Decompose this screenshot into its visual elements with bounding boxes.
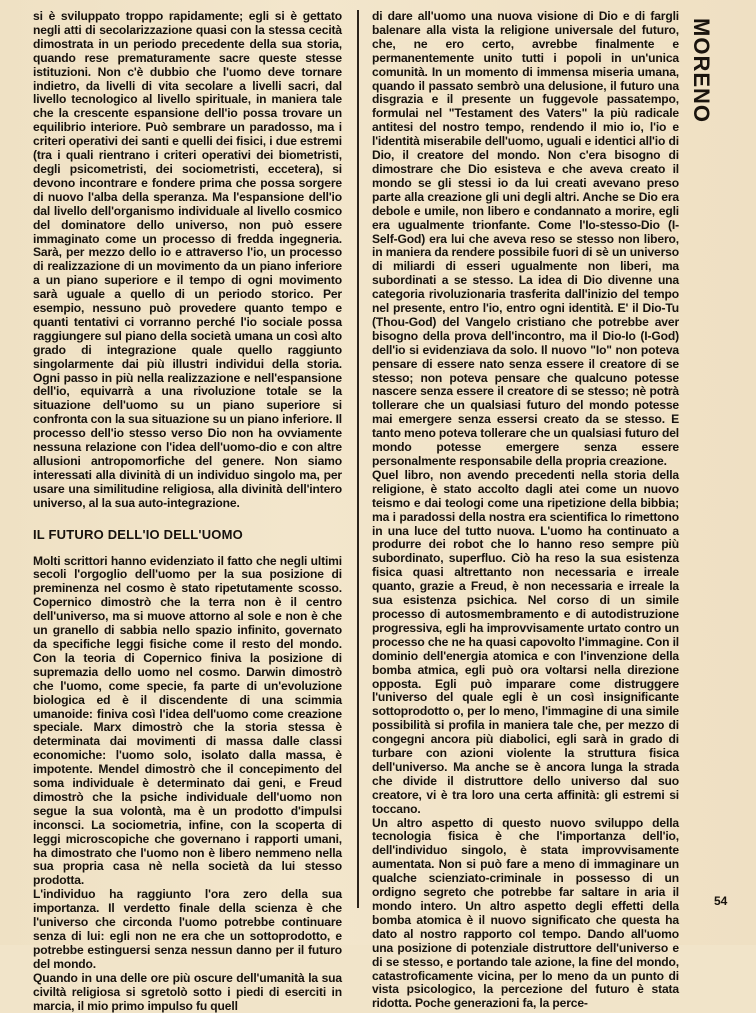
page-number: 54 bbox=[714, 894, 728, 908]
right-column bbox=[372, 10, 679, 1011]
paragraph: si è sviluppato troppo rapidamente; egli si è gettato negli atti di secolarizzazione quasi con la stessa cecità dimostrata in un periodo precedente della sua storia, quando rese prematuramente sacre queste stesse istituzioni. Non c'è dubbio che l'uomo deve tornare indietro, da livelli di vita secolare a livelli sacri, dal livello tecnologico al livello spirituale, in maniera tale che la crescente espansione dell'io possa trovare un equilibrio interiore. Può sembrare un paradosso, ma i criteri operativi dei santi e quelli dei fisici, i due estremi (tra i quali rientrano i criteri operativi dei biometristi, degli psicometristi, dei sociometristi, eccetera), si devono incontrare e fondere prima che possa sorgere di nuovo l'alba della speranza. Ma l'espansione dell'io dal livello dell'organismo individuale al livello cosmico del dominatore dello universo, non può essere immaginato come un processo di fredda ingegneria. Sarà, per mezzo dello io e attraverso l'io, un processo di realizzazione di un movimento da un piano inferiore a un piano superiore e il tempo di ogni movimento sarà uguale a quello di un periodo storico. Per esempio, nessuno può provedere quanto tempo e quanti tentativi ci vorranno perché l'io sociale possa raggiungere sul piano della società umana un così alto grado di integrazione quale quello raggiunto singolarmente dai più illustri individui della storia. Ogni passo in più nella realizzazione e nell'espansione dell'io, equivarrà a una rivoluzione totale se la situazione dell'uomo su un piano superiore si confronta con la sua situazione su un piano inferiore. Il processo dell'io stesso verso Dio non ha ovviamente nessuna relazione con l'idea dell'uomo-dio e con altre allusioni antropomorfiche del genere. Non siamo interessati alla divinità di un individuo singolo ma, per usare una similitudine religiosa, alla divinità dell'intero universo, al la sua auto-integrazione. bbox=[33, 9, 342, 510]
paragraph: Quando in una delle ore più oscure dell'umanità la sua civiltà religiosa si sgretolò sotto i piedi di eserciti in marcia, il mio primo impulso fu quell bbox=[33, 970, 342, 1013]
paragraph: Molti scrittori hanno evidenziato il fatto che negli ultimi secoli l'orgoglio dell'uomo per la sua posizione di preminenza nel cosmo è stato ripetutamente scosso. Copernico dimostrò che la terra non è il centro dell'universo, ma si muove attorno al sole e non è che un granello di sabbia nello spazio infinito, governato da specifiche leggi fisiche come il resto del mondo. Con la teoria di Copernico finiva la posizione di supremazia dello uomo nel cosmo. Darwin dimostrò che l'uomo, come specie, fa parte di un'evoluzione biologica ed è il discendente di una scimmia umanoide: finiva così l'idea dell'uomo come creazione speciale. Marx dimostrò che la storia stessa è determinata dai movimenti di massa dalle classi economiche: l'uomo solo, isolato dalla massa, è impotente. Mendel dimostrò che il concepimento del soma individuale è determinato dai geni, e Freud dimostrò che la psiche individuale dell'uomo non segue la sua volontà, ma è un prodotto d'impulsi inconsci. La sociometria, infine, con la scoperta di leggi microscopiche che governano i rapporti umani, ha dimostrato che l'uomo non è libero nemmeno nella sua propria casa nè nella società da lui stesso prodotta. bbox=[33, 553, 342, 888]
paragraph: Quel libro, non avendo precedenti nella storia della religione, è stato accolto dagli atei come un nuovo teismo e dai teologi come una ripetizione della bibbia; ma i paradossi della nostra era scientifica lo rimettono in una luce del tutto nuova. L'uomo ha continuato a produrre dei robot che lo hanno reso sempre più subordinato, superfluo. Ciò ha reso la sua esistenza fisica quasi altrettanto non necessaria e irreale quanto, grazie a Freud, è non necessaria e irreale la sua esistenza psichica. Nel corso di un simile processo di autosmembramento e di autodistruzione progressiva, egli ha improvvisamente urtato contro un processo che ne ha quasi capovolto l'immagine. Con il dominio dell'energia atomica e con l'invenzione della bomba atmica, egli può ora voltarsi nella direzione opposta. Egli può imparare come distruggere l'universo del quale egli è un così insignificante sottoprodotto o, per lo meno, l'immagine di una simile possibilità si profila in maniera tale che, per mezzo di congegni ancora più diabolici, egli sarà in grado di turbare con azioni violente la struttura fisica dell'universo. Ma anche se è ancora lunga la strada che divide il distruttore dello universo dal suo creatore, vi è tra loro una certa affinità: gli estremi si toccano. bbox=[372, 467, 679, 816]
paragraph: Un altro aspetto di questo nuovo sviluppo della tecnologia fisica è che l'importanza dell'io, dell'individuo singolo, è stata improvvisamente aumentata. Non si può fare a meno di immaginare un qualche scienziato-criminale in possesso di un ordigno segreto che potrebbe far saltare in aria il mondo intero. Un altro aspetto degli effetti della bomba atomica è il nuovo significato che questa ha dato al nostro rapporto col tempo. Dando all'uomo una posizione di potenziale distruttore dell'universo e di se stesso, e portando tale azione, la fine del mondo, catastroficamente vicina, per lo meno da un punto di vista psicologico, la percezione del futuro è stata ridotta. Poche generazioni fa, la perce- bbox=[372, 815, 679, 1011]
column-divider bbox=[357, 10, 359, 908]
left-column bbox=[33, 10, 342, 1013]
paragraph: di dare all'uomo una nuova visione di Dio e di fargli balenare alla vista la religione universale del futuro, che, ne ero certo, avrebbe finalmente e permanentemente unito tutti i popoli in un'unica comunità. In un momento di immensa miseria umana, quando il passato sembrò una delusione, il futuro una disgrazia e il presente un fuggevole passatempo, formulai nel "Testament des Vaters" la più radicale antitesi del nostro tempo, rendendo il mio io, l'io e l'identità miserabile dell'uomo, uguali e identici all'io di Dio, il creatore del mondo. Non c'era bisogno di dimostrare che Dio esisteva e che aveva creato il mondo se gli stessi io da lui creati avevano preso parte alla creazione gli uni degli altri. Anche se Dio era debole e umile, non libero e condannato a morire, egli era ugualmente trionfante. Come l'Io-stesso-Dio (I-Self-God) era lui che aveva reso se stesso non libero, in maniera da rendere possibile fuori di sè un universo di miliardi di esseri ugualmente non liberi, ma subordinati a se stesso. La idea di Dio divenne una categoria rivoluzionaria trasferita dall'inizio del tempo nel presente, entro l'io, entro ogni identità. E' il Dio-Tu (Thou-God) del Vangelo cristiano che potrebbe aver bisogno della prova dell'incontro, ma il Dio-Io (I-God) dell'io si evidenziava da solo. Il nuovo "Io" non poteva pensare di essere nato senza essere il creatore di se stesso; non poteva pensare che qualcuno potesse nascere senza essere il creatore di se stesso; nè potrà tollerare che un qualsiasi futuro del mondo potesse mai emergere senza essersi creato da se stesso. E tanto meno poteva tollerare che un qualsiasi futuro del mondo potesse emergere senza essere personalmente responsabile della propria creazione. bbox=[372, 9, 679, 468]
section-heading: IL FUTURO DELL'IO DELL'UOMO bbox=[33, 526, 243, 542]
running-head: MORENO bbox=[689, 18, 714, 123]
paragraph: L'individuo ha raggiunto l'ora zero della sua importanza. Il verdetto finale della scienza è che l'universo che circonda l'uomo potrebbe continuare senza di lui: egli non ne era che un sottoprodotto, e potrebbe estinguersi senza nessun danno per il futuro del mondo. bbox=[33, 887, 342, 971]
